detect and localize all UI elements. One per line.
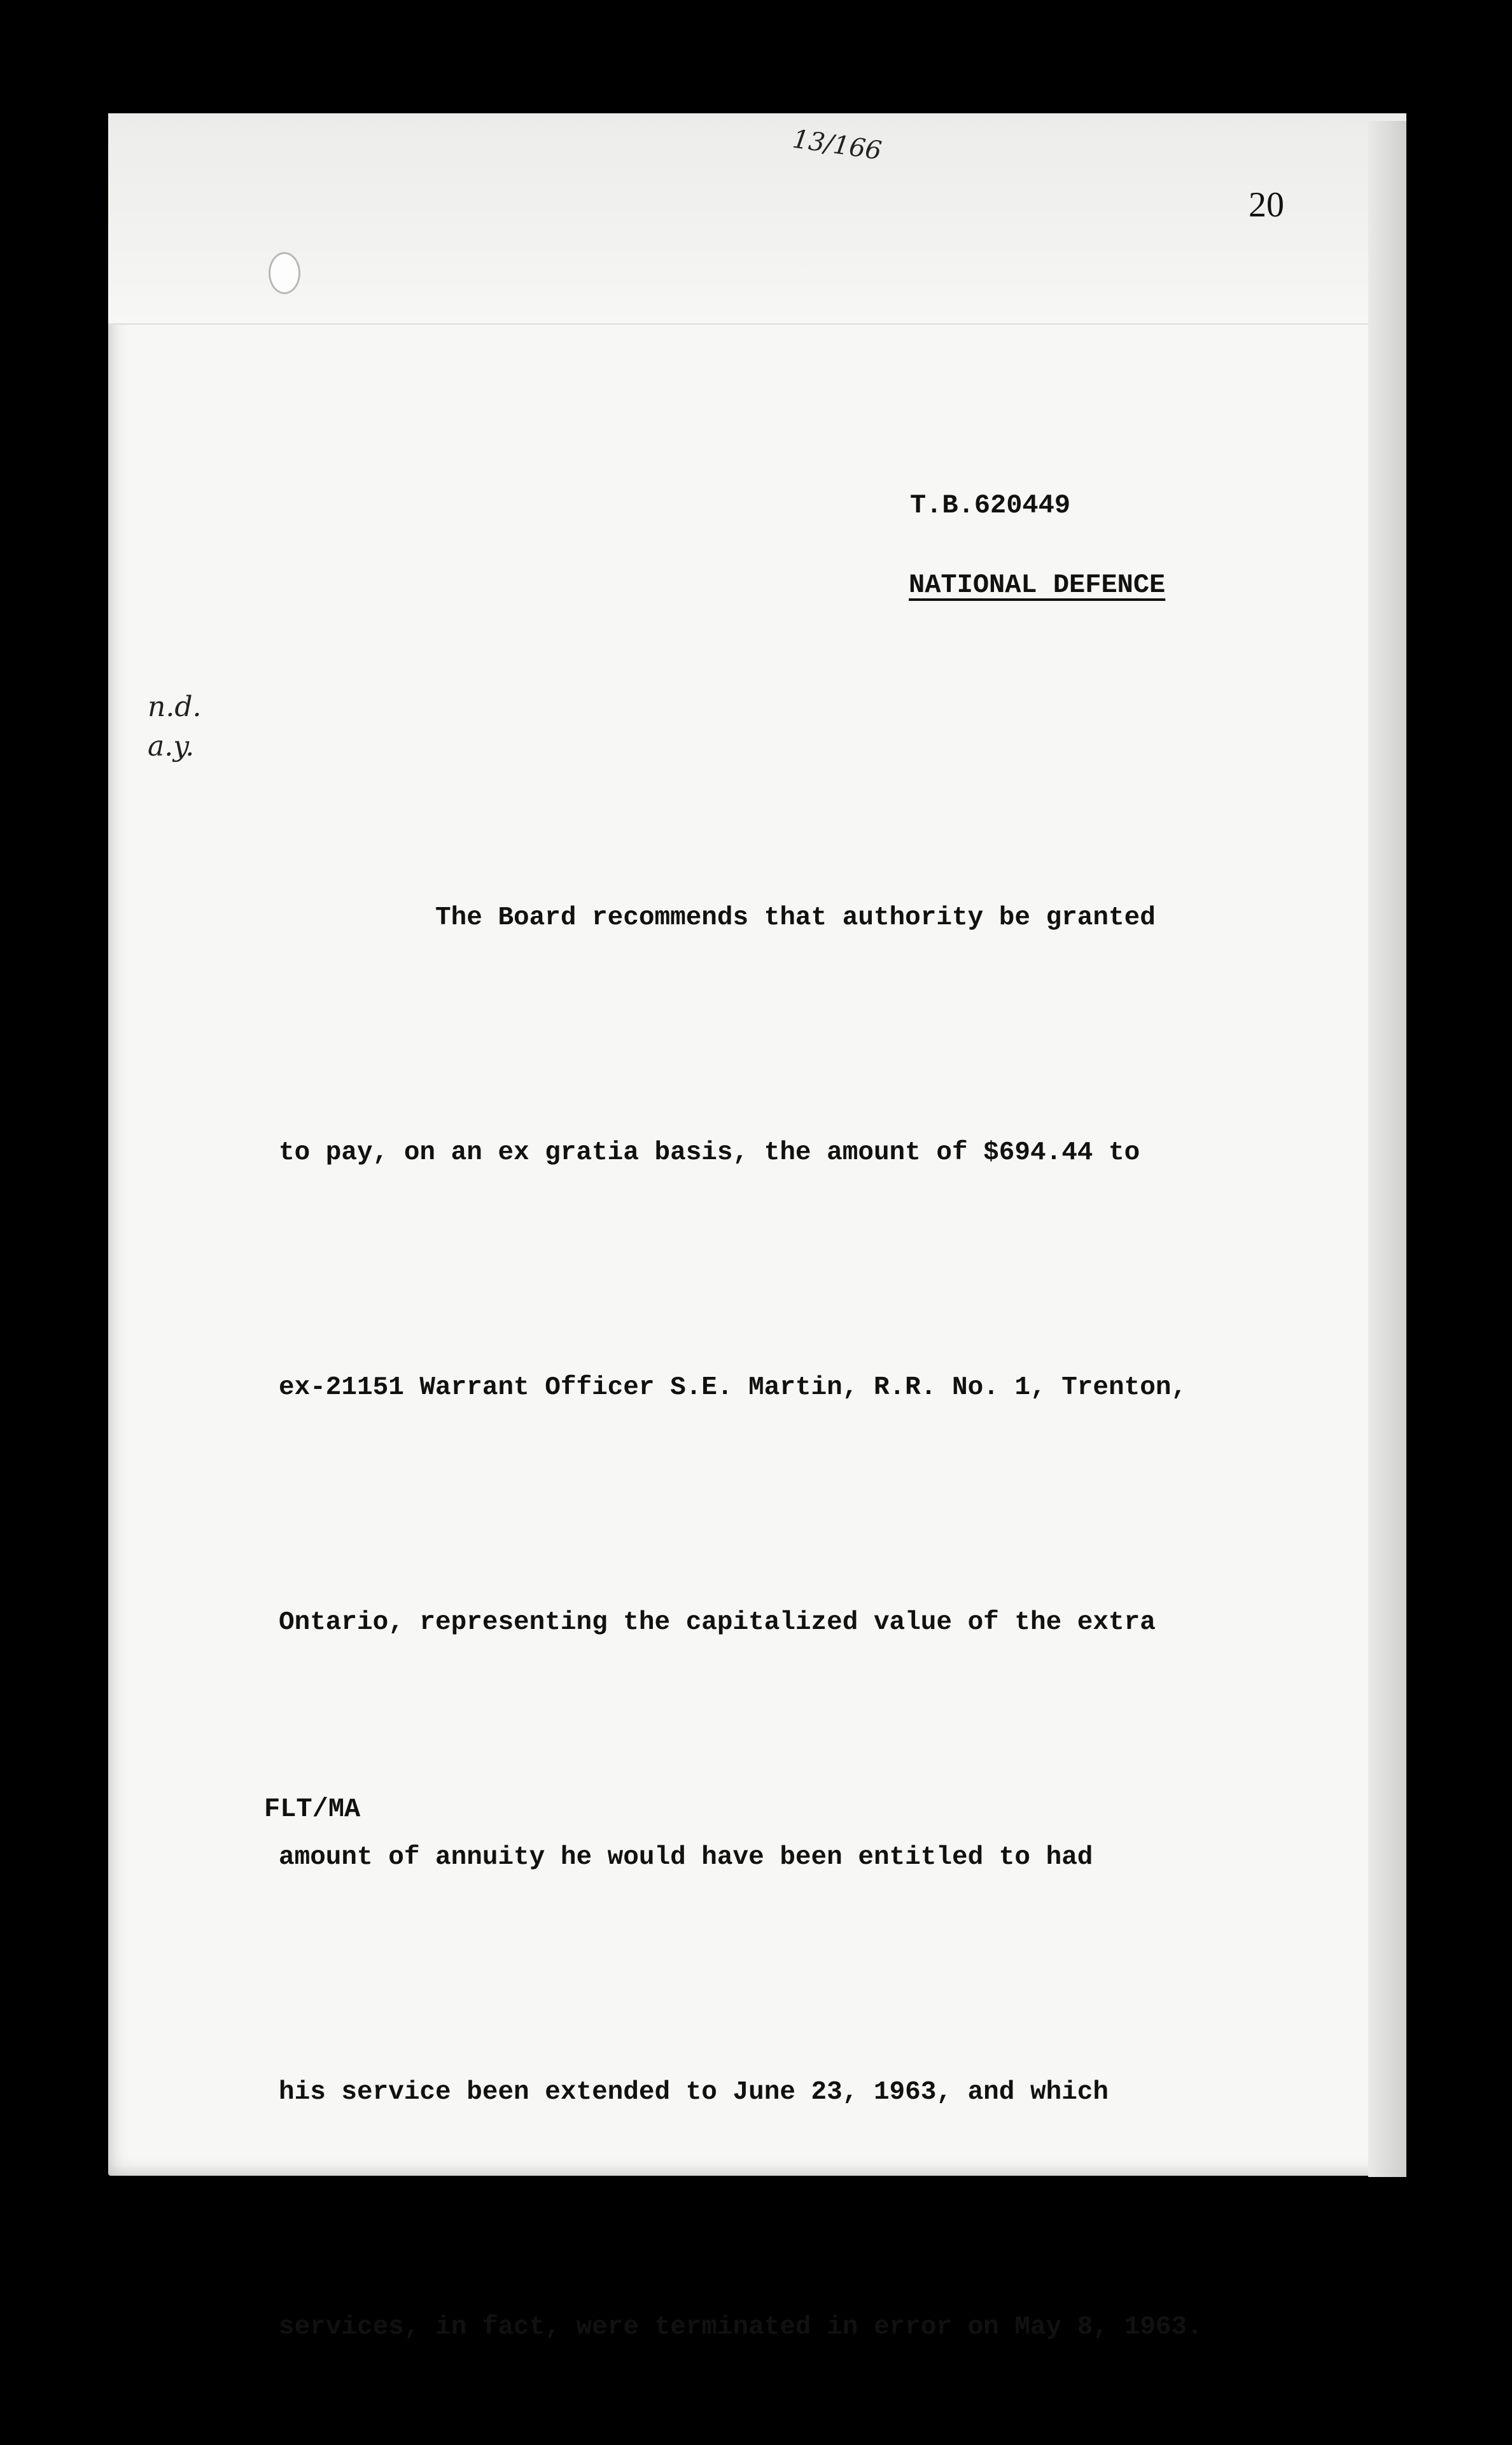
treasury-board-reference: T.B.620449 (910, 490, 1071, 521)
punch-hole (269, 252, 300, 294)
paragraph-line-1: The Board recommends that authority be granted (279, 903, 1156, 933)
department-heading: NATIONAL DEFENCE (909, 570, 1166, 600)
page-number: 20 (1249, 185, 1284, 225)
margin-initials-line-2: a.y. (148, 730, 195, 763)
paragraph-line-4: Ontario, representing the capitalized value of the extra (279, 1608, 1156, 1637)
paragraph-line-6: his service been extended to June 23, 1963, and which (279, 2078, 1109, 2107)
recommendation-paragraph (279, 722, 1203, 2445)
paragraph-line-3: ex-21151 Warrant Officer S.E. Martin, R.R. No. 1, Trenton, (279, 1373, 1187, 1402)
handwritten-file-reference: 13/166 (790, 124, 884, 166)
paragraph-line-7: services, in fact, were terminated in error on May 8, 1963. (279, 2313, 1203, 2342)
margin-initials (148, 687, 201, 766)
top-fold-band (108, 113, 1406, 325)
paragraph-line-2: to pay, on an ex gratia basis, the amount of $694.44 to (279, 1138, 1140, 1167)
typist-initials: FLT/MA (264, 1794, 361, 1824)
paragraph-line-5: amount of annuity he would have been entitled to had (279, 1843, 1093, 1872)
page-edge (1368, 121, 1406, 2177)
margin-initials-line-1: n.d. (148, 691, 202, 723)
